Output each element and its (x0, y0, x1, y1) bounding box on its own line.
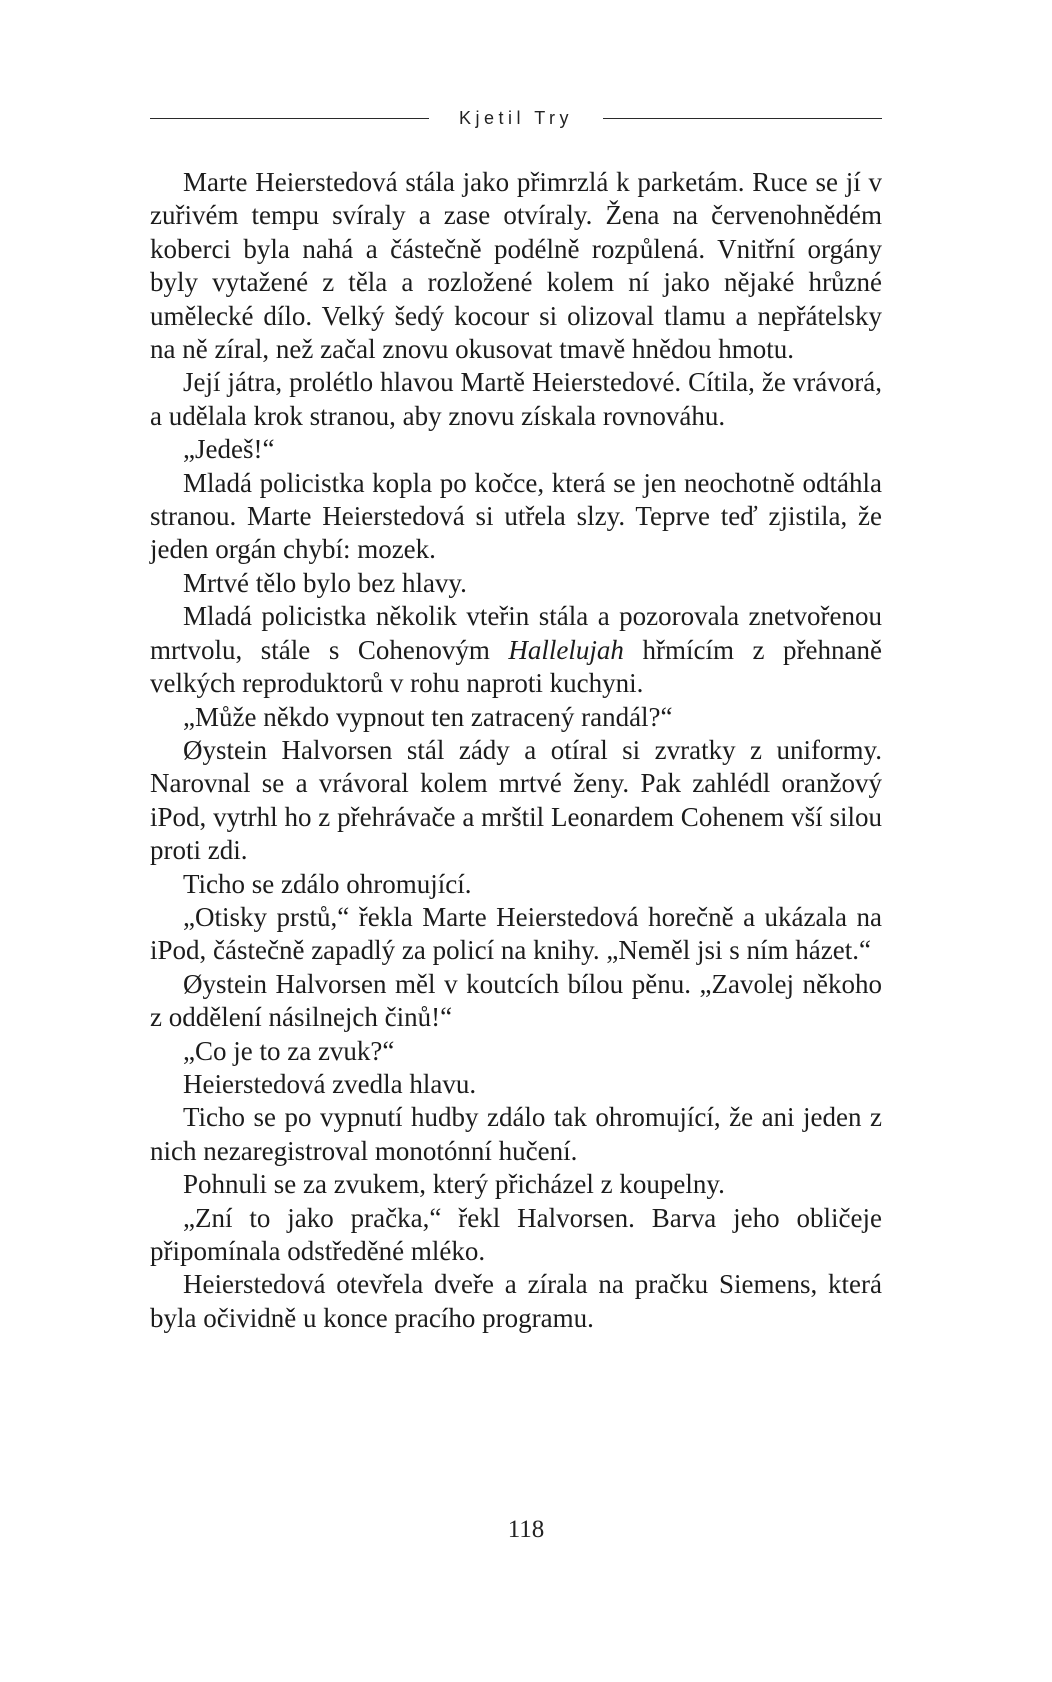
paragraph: „Jedeš!“ (183, 434, 275, 465)
paragraph: Ticho se zdálo ohromující. (183, 868, 472, 899)
paragraph: Heierstedová otevřela dveře a zírala na pračku Siemens, která byla očividně u konce pracího programu. (150, 1269, 882, 1333)
paragraph: Mrtvé tělo bylo bez hlavy. (183, 567, 467, 598)
paragraph: Pohnuli se za zvukem, který přicházel z koupelny. (183, 1169, 725, 1200)
running-title: Kjetil Try (459, 107, 574, 128)
page-number: 118 (507, 1516, 545, 1543)
paragraph: Mladá policistka kopla po kočce, která se jen neochotně odtáhla stranou. Marte Heierstedová si utřela slzy. Teprve teď zjistila, že jeden orgán chybí: mozek. (150, 467, 882, 565)
song-title: Hallelujah (508, 634, 624, 665)
paragraph: Øystein Halvorsen stál zády a otíral si zvratky z uniformy. Narovnal se a vrávoral kolem mrtvé ženy. Pak zahlédl oranžový iPod, vytrhl ho z přehrávače a mrštil Leonardem Cohenem vší silou proti zdi. (150, 734, 882, 866)
paragraph: Øystein Halvorsen měl v koutcích bílou pěnu. „Zavolej někoho z oddělení násilnejch činů!“ (150, 968, 882, 1033)
paragraph: Ticho se po vypnutí hudby zdálo tak ohromující, že ani jeden z nich nezaregistroval monotónní hučení. (150, 1102, 882, 1166)
paragraph (150, 600, 882, 700)
paragraph: „Může někdo vypnout ten zatracený randál?“ (183, 701, 673, 732)
header-rule-left (150, 118, 429, 119)
header-rule-right (603, 118, 882, 119)
paragraph: Její játra, prolétlo hlavou Martě Heierstedové. Cítila, že vrávorá, a udělala krok stranou, aby znovu získala rovnováhu. (150, 367, 882, 431)
paragraph: Marte Heierstedová stála jako přimrzlá k parketám. Ruce se jí v zuřivém tempu svíraly a zase otvíraly. Žena na červenohnědém koberci byla nahá a částečně podélně rozpůlená. Vnitřní orgány byly vytažené z těla a rozložené kolem ní jako nějaké hrůzné umělecké dílo. Velký šedý kocour si olizoval tlamu a nepřátelsky na ně zíral, než začal znovu okusovat tmavě hnědou hmotu. (150, 167, 882, 365)
running-header (150, 106, 882, 130)
paragraph-text: Mladá policistka několik vteřin stála a pozorovala znetvořenou mrtvolu, stále s Cohenovým (150, 601, 882, 665)
paragraph: „Co je to za zvuk?“ (183, 1035, 395, 1066)
paragraph: „Zní to jako pračka,“ řekl Halvorsen. Barva jeho obličeje připomínala odstředěné mléko. (150, 1202, 882, 1266)
paragraph: „Otisky prstů,“ řekla Marte Heierstedová horečně a ukázala na iPod, částečně zapadlý za policí na knihy. „Neměl jsi s ním házet.“ (150, 901, 882, 966)
body-text (150, 166, 882, 1335)
paragraph-text: hřmícím z přehnaně velkých reproduktorů v rohu naproti kuchyni. (150, 634, 882, 699)
paragraph: Heierstedová zvedla hlavu. (183, 1068, 477, 1099)
